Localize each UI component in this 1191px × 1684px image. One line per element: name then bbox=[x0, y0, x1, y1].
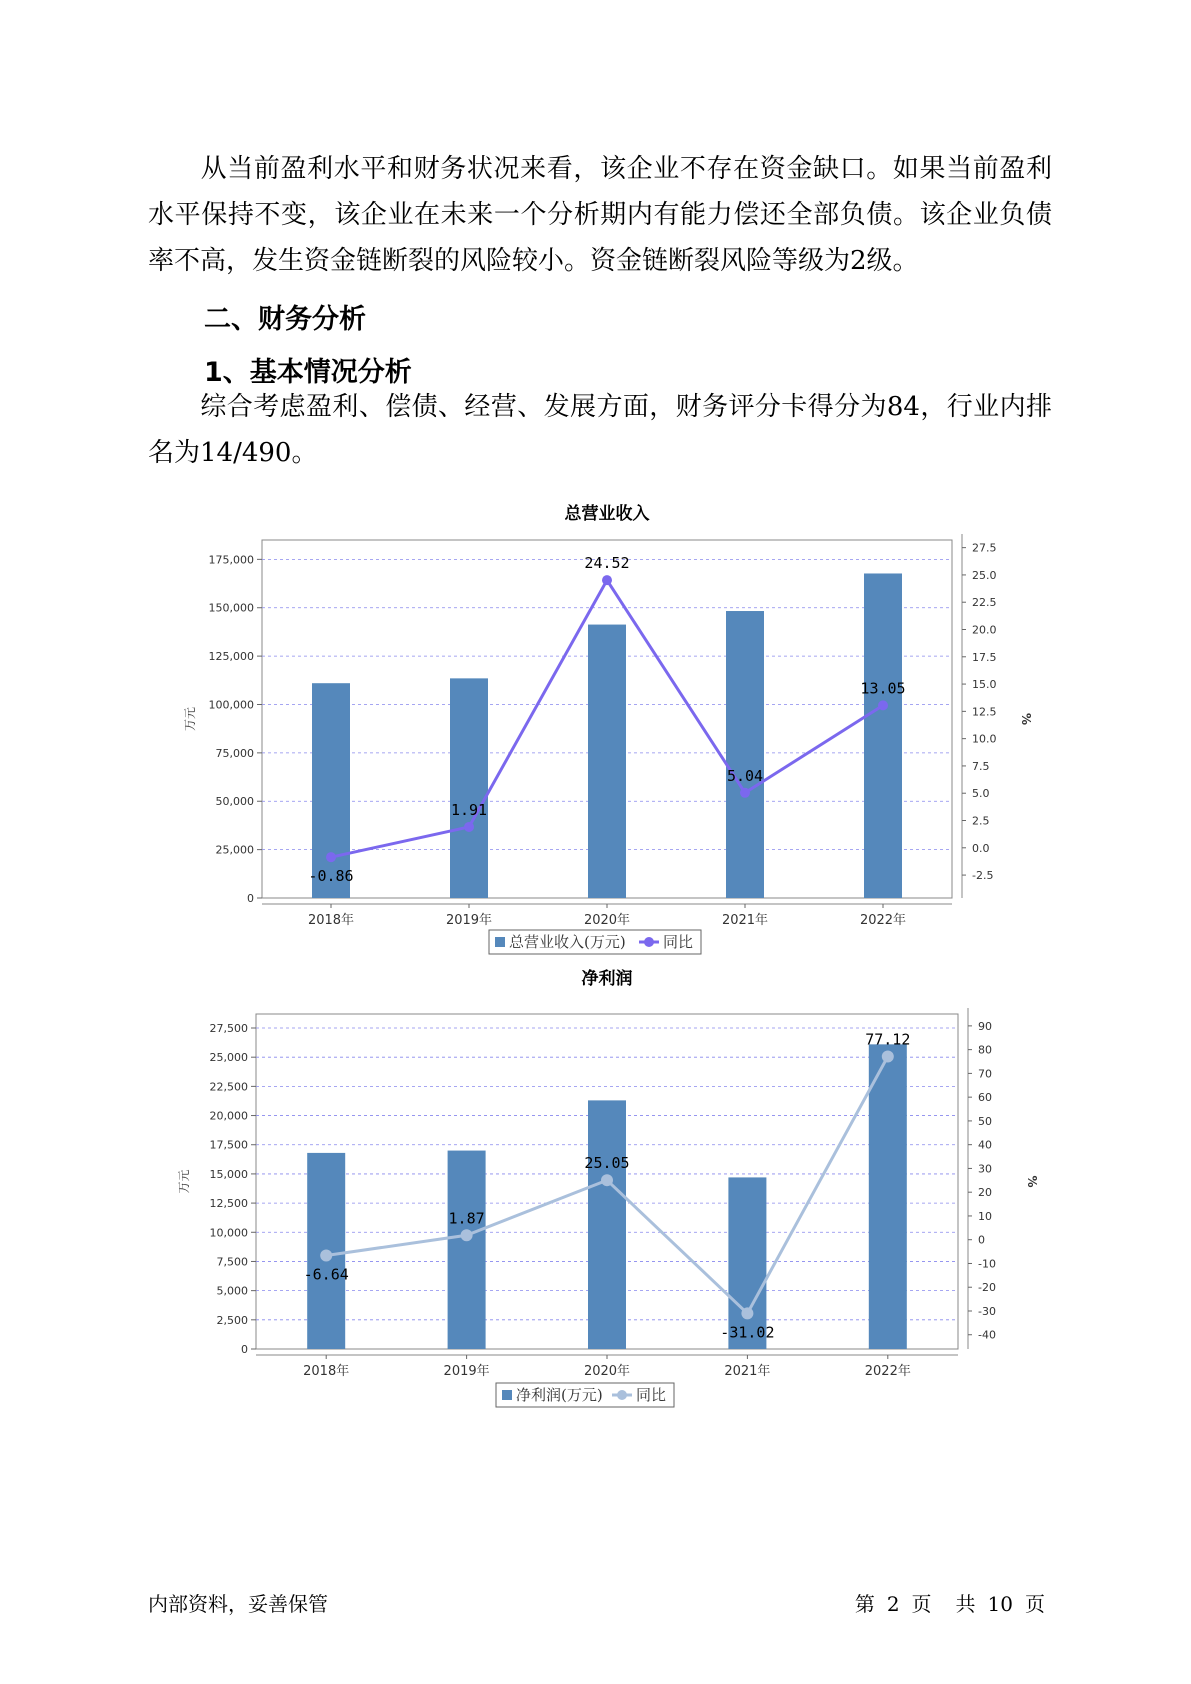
yoy-point bbox=[326, 852, 336, 862]
net-profit-chart bbox=[0, 950, 1191, 1405]
paragraph-fund-gap bbox=[148, 146, 1052, 284]
legend-line-marker bbox=[644, 937, 654, 947]
y-axis-label: 万元 bbox=[177, 1169, 191, 1194]
bar bbox=[726, 611, 764, 898]
footer-confidential-note: 内部资料，妥善保管 bbox=[148, 1592, 328, 1616]
revenue-chart-svg bbox=[0, 485, 1191, 951]
y2-tick-label: 2.5 bbox=[972, 814, 990, 828]
x-tick-label: 2022年 bbox=[859, 913, 907, 928]
y-tick-label: 20,000 bbox=[209, 1109, 248, 1123]
x-tick-label: 2020年 bbox=[583, 913, 631, 928]
total-pages: 10 bbox=[987, 1592, 1013, 1616]
y2-tick-label: -10 bbox=[978, 1257, 996, 1271]
chart-title: 总营业收入 bbox=[564, 504, 650, 524]
y2-tick-label: 90 bbox=[978, 1019, 992, 1033]
x-tick-label: 2021年 bbox=[721, 913, 769, 928]
y-tick-label: 0 bbox=[247, 892, 254, 905]
y-tick-label: 22,500 bbox=[209, 1080, 248, 1094]
yoy-point bbox=[602, 575, 612, 585]
y2-tick-label: 12.5 bbox=[972, 705, 997, 719]
y-tick-label: 125,000 bbox=[208, 650, 254, 664]
y-tick-label: 27,500 bbox=[209, 1022, 248, 1036]
y-tick-label: 17,500 bbox=[209, 1138, 248, 1152]
yoy-point bbox=[461, 1229, 473, 1241]
chart-title: 净利润 bbox=[581, 969, 633, 989]
y2-tick-label: 27.5 bbox=[972, 541, 997, 555]
footer-page-info bbox=[849, 1588, 1051, 1617]
x-tick-label: 2018年 bbox=[307, 913, 355, 928]
bar bbox=[448, 1151, 486, 1349]
y2-tick-label: 30 bbox=[978, 1162, 992, 1176]
y2-tick-label: -40 bbox=[978, 1328, 996, 1342]
legend-line-marker bbox=[617, 1390, 627, 1400]
yoy-point bbox=[740, 788, 750, 798]
yoy-data-label: 5.04 bbox=[726, 766, 764, 785]
bar bbox=[864, 573, 902, 898]
yoy-point bbox=[601, 1174, 613, 1186]
y-axis-label: 万元 bbox=[183, 706, 197, 732]
y2-tick-label: 25.0 bbox=[972, 568, 997, 582]
y2-tick-label: 15.0 bbox=[972, 678, 997, 692]
x-tick-label: 2019年 bbox=[445, 913, 493, 928]
yoy-data-label: 1.87 bbox=[448, 1209, 485, 1228]
y2-tick-label: 10 bbox=[978, 1209, 992, 1223]
paragraph-score bbox=[148, 384, 1052, 476]
legend-bar-label: 总营业收入(万元) bbox=[509, 933, 626, 951]
y-tick-label: 25,000 bbox=[209, 1051, 248, 1065]
section-heading: 二、财务分析 bbox=[204, 304, 366, 335]
yoy-point bbox=[741, 1307, 753, 1319]
total-prefix: 共 bbox=[955, 1592, 976, 1616]
legend-line-label: 同比 bbox=[636, 1386, 667, 1404]
x-tick-label: 2022年 bbox=[864, 1364, 911, 1379]
y2-tick-label: 0.0 bbox=[972, 841, 990, 855]
legend-bar-label: 净利润(万元) bbox=[516, 1386, 603, 1404]
paragraph-score-text: 综合考虑盈利、偿债、经营、发展方面，财务评分卡得分为84，行业内排名为14/490。 bbox=[148, 392, 1052, 468]
y2-tick-label: -30 bbox=[978, 1304, 996, 1318]
yoy-data-label: 25.05 bbox=[584, 1154, 630, 1173]
page-number: 2 bbox=[886, 1592, 900, 1616]
yoy-point bbox=[464, 822, 474, 832]
paragraph-fund-gap-text: 从当前盈利水平和财务状况来看，该企业不存在资金缺口。如果当前盈利水平保持不变，该企业在未来一个分析期内有能力偿还全部负债。该企业负债率不高，发生资金链断裂的风险较小。资金链断裂风险等级为2级。 bbox=[148, 154, 1052, 276]
y2-axis-label: % bbox=[1025, 1175, 1039, 1188]
y2-axis-label: % bbox=[1019, 712, 1033, 726]
y2-tick-label: -2.5 bbox=[972, 869, 994, 883]
y2-tick-label: 0 bbox=[978, 1233, 985, 1247]
bar bbox=[312, 683, 350, 898]
y-tick-label: 150,000 bbox=[208, 601, 254, 615]
x-tick-label: 2020年 bbox=[583, 1364, 631, 1379]
y-tick-label: 12,500 bbox=[209, 1197, 248, 1211]
y2-tick-label: 60 bbox=[978, 1091, 992, 1105]
page-prefix: 第 bbox=[854, 1592, 875, 1616]
legend-bar-swatch bbox=[502, 1390, 512, 1400]
yoy-point bbox=[320, 1249, 332, 1261]
y-tick-label: 7,500 bbox=[216, 1255, 248, 1269]
x-tick-label: 2018年 bbox=[303, 1364, 350, 1379]
total-unit: 页 bbox=[1025, 1592, 1045, 1616]
y-tick-label: 75,000 bbox=[215, 746, 254, 760]
yoy-data-label: -6.64 bbox=[303, 1265, 349, 1284]
y-tick-label: 2,500 bbox=[216, 1313, 248, 1327]
yoy-data-label: 77.12 bbox=[865, 1030, 911, 1049]
legend-line-label: 同比 bbox=[663, 933, 694, 951]
yoy-point bbox=[878, 700, 888, 710]
bar bbox=[588, 625, 626, 898]
x-tick-label: 2019年 bbox=[443, 1364, 490, 1379]
subsection-heading: 1、基本情况分析 bbox=[204, 357, 412, 388]
y2-tick-label: 40 bbox=[978, 1138, 992, 1152]
y-tick-label: 50,000 bbox=[215, 795, 254, 809]
yoy-data-label: 1.91 bbox=[450, 800, 488, 819]
y2-tick-label: 10.0 bbox=[972, 732, 997, 746]
y-tick-label: 100,000 bbox=[208, 698, 254, 712]
y2-tick-label: 80 bbox=[978, 1043, 992, 1057]
y-tick-label: 0 bbox=[241, 1343, 248, 1356]
revenue-chart bbox=[0, 485, 1191, 951]
y-tick-label: 25,000 bbox=[215, 843, 254, 857]
yoy-data-label: 13.05 bbox=[860, 679, 906, 698]
bar bbox=[450, 678, 488, 898]
legend-bar-swatch bbox=[495, 937, 505, 947]
yoy-data-label: 24.52 bbox=[584, 554, 630, 573]
y2-tick-label: 22.5 bbox=[972, 596, 997, 610]
y2-tick-label: 7.5 bbox=[972, 759, 990, 773]
y2-tick-label: 20 bbox=[978, 1186, 992, 1200]
y2-tick-label: 20.0 bbox=[972, 623, 997, 637]
y-tick-label: 5,000 bbox=[216, 1284, 248, 1298]
bar bbox=[869, 1044, 907, 1349]
yoy-data-label: -31.02 bbox=[720, 1323, 775, 1342]
page-unit: 页 bbox=[911, 1592, 932, 1616]
net-profit-chart-svg bbox=[0, 950, 1191, 1405]
y2-tick-label: 70 bbox=[978, 1067, 992, 1081]
y-tick-label: 15,000 bbox=[209, 1167, 248, 1181]
y-tick-label: 10,000 bbox=[209, 1226, 248, 1240]
y2-tick-label: 17.5 bbox=[972, 650, 997, 664]
y2-tick-label: 50 bbox=[978, 1114, 992, 1128]
bar bbox=[588, 1100, 626, 1349]
y-tick-label: 175,000 bbox=[208, 553, 254, 567]
x-tick-label: 2021年 bbox=[724, 1364, 771, 1379]
y2-tick-label: 5.0 bbox=[972, 787, 990, 801]
y2-tick-label: -20 bbox=[978, 1281, 996, 1295]
yoy-data-label: -0.86 bbox=[308, 867, 354, 886]
yoy-point bbox=[882, 1050, 894, 1062]
